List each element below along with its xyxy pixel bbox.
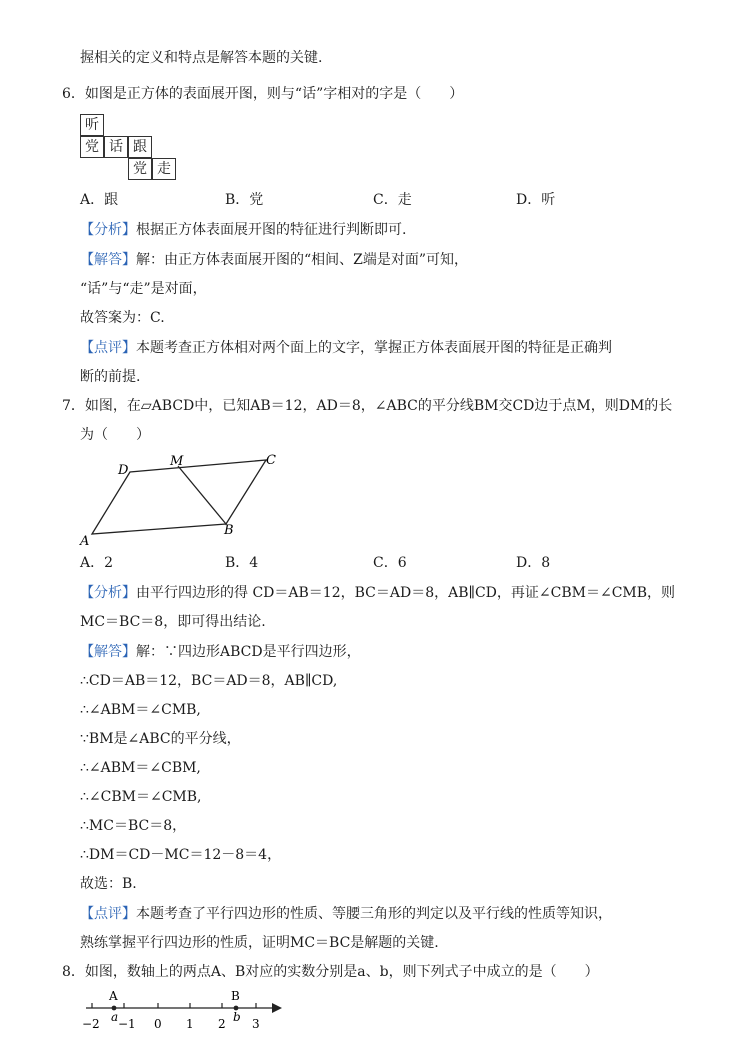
q6-option-d: D．听 (516, 192, 556, 208)
q7-option-d: D．8 (516, 555, 551, 571)
point-a-label: A (109, 989, 118, 1003)
q6-comment-1 (80, 338, 612, 358)
q5-tail-text: 握相关的定义和特点是解答本题的关键. (80, 50, 323, 66)
tick-label: 1 (186, 1017, 194, 1031)
q7-option-a: A．2 (80, 555, 114, 571)
q6-solution-2: “话”与“走”是对面， (80, 281, 207, 297)
q7-option-c: C．6 (373, 555, 407, 571)
q6-option-b: B．党 (225, 192, 264, 208)
analysis-text: 由平行四边形的得 CD＝AB＝12，BC＝AD＝8，AB∥CD，再证∠CBM＝∠CMB，则 (136, 585, 676, 601)
solution-text: 解：∵四边形ABCD是平行四边形， (136, 644, 361, 660)
comment-tag: 【点评】 (80, 906, 136, 922)
q7-step-2: ∴∠ABM＝∠CMB, (80, 702, 201, 718)
tick-label: 0 (154, 1017, 162, 1031)
q7-stem-1: 7．如图，在▱ABCD中，已知AB＝12，AD＝8，∠ABC的平分线BM交CD边于点M，则DM的长 (62, 398, 673, 414)
tick-label: −2 (82, 1017, 100, 1031)
bisector-bm (178, 466, 226, 524)
q7-solution-1 (80, 642, 361, 662)
q6-option-a: A．跟 (80, 192, 119, 208)
q7-step-8: 故选：B. (80, 876, 137, 892)
q7-analysis-1 (80, 583, 675, 603)
net-cell-hua: 话 (104, 136, 128, 158)
q8-stem: 8．如图，数轴上的两点A、B对应的实数分别是a、b，则下列式子中成立的是（ ） (62, 964, 599, 980)
label-m: M (170, 454, 184, 469)
solution-tag: 【解答】 (80, 644, 136, 660)
label-a: A (80, 534, 90, 549)
comment-text: 本题考查了平行四边形的性质、等腰三角形的判定以及平行线的性质等知识， (136, 906, 612, 922)
comment-text: 本题考查正方体相对两个面上的文字，掌握正方体表面展开图的特征是正确判 (136, 340, 612, 356)
tick-label: 3 (252, 1017, 260, 1031)
q7-comment-2: 熟练掌握平行四边形的性质，证明MC＝BC是解题的关键. (80, 935, 439, 951)
value-a-label: a (111, 1010, 119, 1024)
q6-comment-2: 断的前提. (80, 369, 141, 385)
label-b: B (224, 523, 234, 538)
net-cell-ting: 听 (80, 114, 104, 136)
q7-stem-2: 为（ ） (80, 427, 150, 443)
net-cell-dang2: 党 (128, 158, 152, 180)
solution-text: 解：由正方体表面展开图的“相间、Z端是对面”可知， (136, 252, 469, 268)
q7-step-4: ∴∠ABM＝∠CBM, (80, 760, 201, 776)
tick-label: −1 (118, 1017, 136, 1031)
q7-analysis-2: MC＝BC＝8，即可得出结论. (80, 614, 266, 630)
analysis-tag: 【分析】 (80, 222, 136, 238)
q7-step-1: ∴CD＝AB＝12，BC＝AD＝8，AB∥CD, (80, 673, 338, 689)
q6-solution-3: 故答案为：C. (80, 310, 165, 326)
q7-comment-1 (80, 904, 612, 924)
q6-stem: 6．如图是正方体的表面展开图，则与“话”字相对的字是（ ） (62, 86, 464, 102)
net-cell-dang1: 党 (80, 136, 104, 158)
q6-solution-1 (80, 250, 468, 270)
q7-step-3: ∵BM是∠ABC的平分线， (80, 731, 241, 747)
solution-tag: 【解答】 (80, 252, 136, 268)
label-c: C (266, 453, 276, 468)
point-b-label: B (231, 989, 240, 1003)
comment-tag: 【点评】 (80, 340, 136, 356)
q7-option-b: B．4 (225, 555, 259, 571)
tick-label: 2 (218, 1017, 226, 1031)
q7-step-5: ∴∠CBM＝∠CMB, (80, 789, 202, 805)
parallelogram-figure (76, 452, 296, 552)
value-b-label: b (233, 1010, 241, 1024)
net-cell-gen: 跟 (128, 136, 152, 158)
analysis-tag: 【分析】 (80, 585, 136, 601)
net-cell-zou: 走 (152, 158, 176, 180)
q6-option-c: C．走 (373, 192, 412, 208)
q7-step-7: ∴DM＝CD－MC＝12－8＝4， (80, 847, 282, 863)
q6-analysis (80, 220, 406, 240)
number-line-figure (76, 988, 296, 1034)
q7-step-6: ∴MC＝BC＝8， (80, 818, 187, 834)
label-d: D (118, 463, 129, 478)
analysis-text: 根据正方体表面展开图的特征进行判断即可. (136, 222, 407, 238)
axis-arrow-icon (272, 1003, 282, 1013)
